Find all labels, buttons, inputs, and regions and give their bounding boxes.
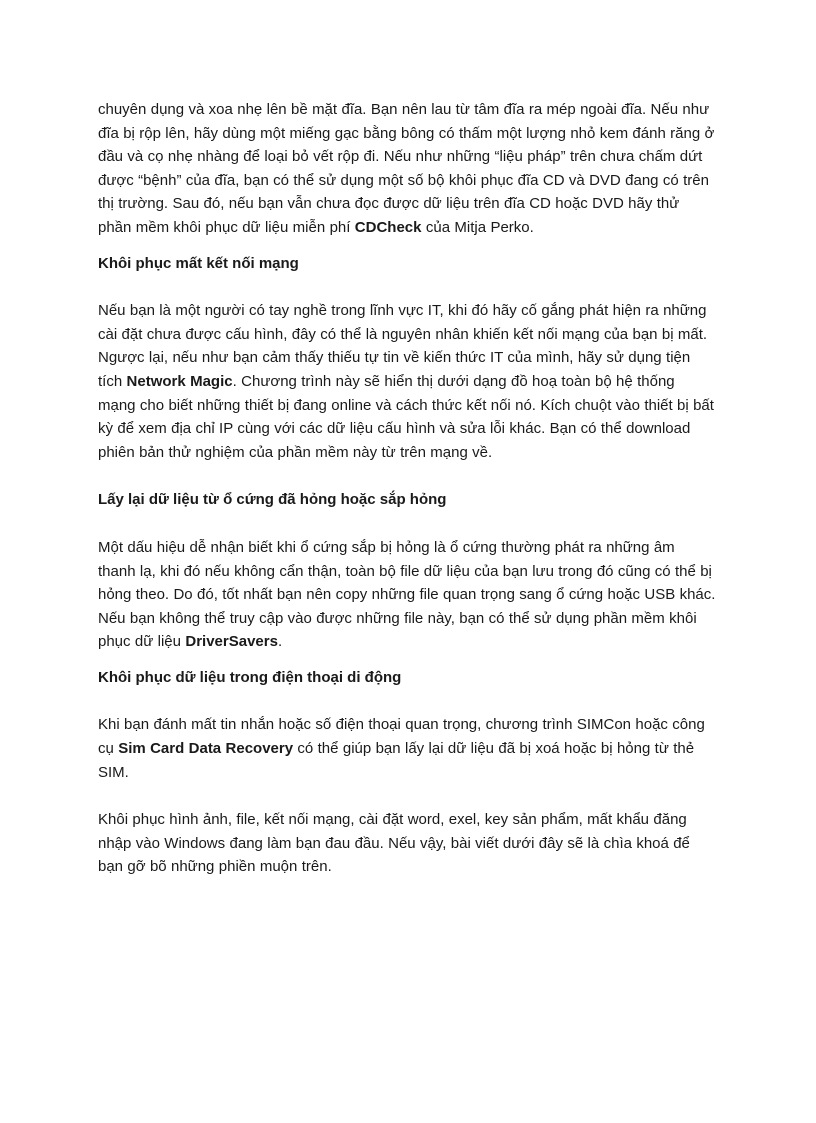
paragraph-text: . Chương trình này sẽ hiển thị dưới dạng đồ hoạ toàn bộ hệ thống mạng cho biết những thiết bị đang online và cách thức kết nối nó. Kích chuột vào thiết bị bất kỳ để xem địa chỉ IP cùng với các dữ liệu cấu hình và sửa lỗi khác. Bạn có thể download phiên bản thử nghiệm của phần mềm này từ trên mạng về.: [98, 372, 714, 461]
paragraph-cd-repair: [98, 98, 716, 240]
software-name: Network Magic: [126, 372, 233, 390]
paragraph-text: có thể giúp bạn lấy lại dữ liệu đã bị xoá hoặc bị hỏng từ thẻ SIM.: [98, 740, 695, 781]
software-name: DriverSavers: [185, 633, 278, 651]
paragraph-text: Một dấu hiệu dễ nhận biết khi ổ cứng sắp bị hỏng là ổ cứng thường phát ra những âm thanh lạ, khi đó nếu không cẩn thận, toàn bộ file dữ liệu của bạn lưu trong đó cũng có thể bị hỏng theo. Do đó, tốt nhất bạn nên copy những file quan trọng sang ổ cứng hoặc USB khác. Nếu bạn không thể truy cập vào được những file này, bạn có thể sử dụng phần mềm khôi phục dữ liệu: [98, 538, 716, 651]
paragraph-hdd: [98, 536, 716, 654]
heading-hdd-recovery: Lấy lại dữ liệu từ ổ cứng đã hỏng hoặc sắp hỏng: [98, 491, 447, 509]
software-name: Sim Card Data Recovery: [118, 740, 294, 758]
paragraph-text: của Mitja Perko.: [421, 218, 534, 236]
paragraph-text: Khi bạn đánh mất tin nhắn hoặc số điện thoại quan trọng, chương trình SIMCon hoặc công cụ: [98, 716, 705, 758]
paragraph-network: [98, 299, 716, 464]
paragraph-text: chuyên dụng và xoa nhẹ lên bề mặt đĩa. Bạn nên lau từ tâm đĩa ra mép ngoài đĩa. Nếu như đĩa bị rộp lên, hãy dùng một miếng gạc bằng bông có thấm một lượng nhỏ kem đánh răng ở đầu và cọ nhẹ nhàng để loại bỏ vết rộp đi. Nếu như những “liệu pháp” trên chưa chấm dứt được “bệnh” của đĩa, bạn có thể sử dụng một số bộ khôi phục đĩa CD và DVD đang có trên thị trường. Sau đó, nếu bạn vẫn chưa đọc được dữ liệu trên đĩa CD hoặc DVD hãy thử phần mềm khôi phục dữ liệu miễn phí: [98, 101, 715, 236]
paragraph-text: Nếu bạn là một người có tay nghề trong lĩnh vực IT, khi đó hãy cố gắng phát hiện ra những cài đặt chưa được cấu hình, đây có thể là nguyên nhân khiến kết nối mạng của bạn bị mất. Ngược lại, nếu như bạn cảm thấy thiếu tự tin về kiến thức IT của mình, hãy sử dụng tiện tích: [98, 302, 708, 390]
paragraph-phone: [98, 713, 716, 784]
paragraph-summary: Khôi phục hình ảnh, file, kết nối mạng, cài đặt word, exel, key sản phẩm, mất khẩu đăng nhập vào Windows đang làm bạn đau đầu. Nếu vậy, bài viết dưới đây sẽ là chìa khoá để bạn gỡ bõ những phiền muộn trên.: [98, 811, 690, 876]
software-name: CDCheck: [354, 218, 422, 236]
heading-phone-recovery: Khôi phục dữ liệu trong điện thoại di động: [98, 668, 402, 686]
paragraph-text: .: [277, 633, 283, 651]
heading-network-recovery: Khôi phục mất kết nối mạng: [98, 254, 299, 272]
